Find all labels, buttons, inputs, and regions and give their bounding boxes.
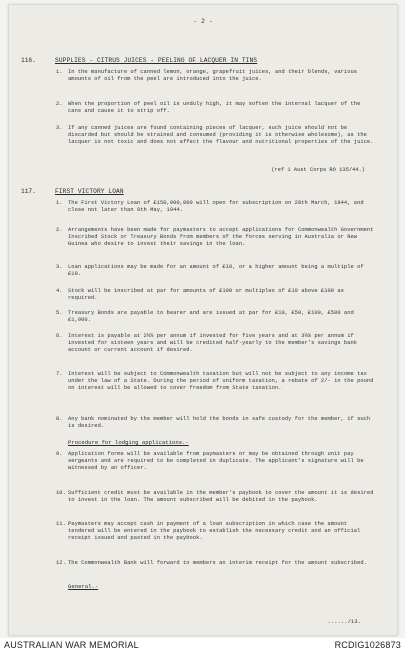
paragraph-117-9 (56, 451, 374, 472)
paragraph-text: In the manufacture of canned lemon, orange, grapefruit juices, and their blends, various amounts of oil from the peel are introduced into the juice. (68, 69, 358, 82)
paragraph-text: Arrangements have been made for paymasters to accept applications for Commonwealth Government Inscribed Stock or Treasury Bonds from members of the forces serving in Australia or New Guinea who desire to invest their savings in the loan. (68, 227, 374, 247)
reference-note: (ref 1 Aust Corps RO 135/44.) (271, 167, 365, 173)
paragraph-text: Any bank nominated by the member will hold the bonds in safe custody for the member, if such is desired. (68, 416, 371, 429)
paragraph-number: 2. (56, 101, 63, 107)
paragraph-116-1 (56, 69, 374, 83)
paragraph-text: Sufficient credit must be available in the member's paybook to cover the amount it is desired to invest in the loan. The amount subscribed will be debited in the paybook. (68, 490, 374, 503)
paragraph-117-8 (56, 416, 374, 430)
paragraph-number: 11. (56, 521, 66, 527)
paragraph-117-11 (56, 521, 374, 542)
paragraph-number: 12. (56, 560, 66, 566)
section-number: 117. (21, 188, 36, 195)
paragraph-text: Loan applications may be made for an amount of £10, or a higher amount being a multiple of £10. (68, 264, 364, 277)
paragraph-number: 1. (56, 200, 63, 206)
paragraph-text: Paymasters may accept cash in payment of a loan subscription in which case the amount tendered will be entered in the paybook to establish the necessary credit and an official receipt issued and pasted in the paybook. (68, 521, 361, 541)
archive-caption-bar (0, 638, 405, 653)
paragraph-number: 3. (56, 264, 63, 270)
paragraph-text: Interest will be subject to Commonwealth taxation but will not be subject to any income tax under the law of a State. During the period of uniform taxation, a rebate of 2/- in the pound on interest will be allowed to cover freedom from State taxation. (68, 371, 374, 391)
section-number: 116. (21, 57, 36, 64)
paragraph-117-3 (56, 264, 374, 278)
paragraph-number: 2. (56, 227, 63, 233)
paragraph-text: Stock will be inscribed at par for amounts of £100 or multiples of £10 above £100 as required. (68, 288, 344, 301)
paragraph-text: If any canned juices are found containing pieces of lacquer, such juice should not be discarded but should be strained and consumed (providing it is otherwise wholesome), as the lacquer is not toxic and does not affect the flavour and nutritional properties of the juice. (68, 125, 374, 145)
archive-name: AUSTRALIAN WAR MEMORIAL (4, 640, 139, 650)
paragraph-number: 10. (56, 490, 66, 496)
paragraph-117-5 (56, 310, 374, 324)
paragraph-text: When the proportion of peel oil is unduly high, it may soften the internal lacquer of the cans and cause it to strip off. (68, 101, 361, 114)
section-title: SUPPLIES - CITRUS JUICES - PEELING OF LACQUER IN TINS (55, 57, 258, 64)
archive-record-id: RCDIG1026873 (334, 640, 401, 650)
section-title: FIRST VICTORY LOAN (55, 188, 124, 195)
paragraph-number: 8. (56, 416, 63, 422)
paragraph-text: The First Victory Loan of £150,000,000 will open for subscription on 28th March, 1944, and close not later than 9th May, 1944. (68, 200, 364, 213)
paragraph-116-3 (56, 125, 374, 146)
paragraph-117-2 (56, 227, 374, 248)
paragraph-text: Application forms will be available from paymasters or may be obtained through unit pay sergeants and are required to be completed in duplicate. The applicant's signature will be witnessed by an officer. (68, 451, 364, 471)
paragraph-number: 9. (56, 451, 63, 457)
paragraph-number: 7. (56, 371, 63, 377)
paragraph-number: 6. (56, 333, 63, 339)
document-page (8, 4, 398, 636)
section-117-heading (21, 188, 124, 195)
section-116-heading (21, 57, 257, 64)
paragraph-117-4 (56, 288, 374, 302)
paragraph-117-7 (56, 371, 374, 392)
procedure-heading: Procedure for lodging applications.- (68, 439, 189, 446)
paragraph-117-10 (56, 490, 374, 504)
paragraph-number: 3. (56, 125, 63, 131)
paragraph-116-2 (56, 101, 374, 115)
paragraph-number: 5. (56, 310, 63, 316)
paragraph-text: Interest is payable at 2¼% per annum if invested for five years and at 3¼% per annum if invested for sixteen years and will be credited half-yearly to the member's savings bank account or current account if desired. (68, 333, 358, 353)
continuation-marker: ....../13. (327, 618, 361, 625)
page-number: - 2 - (193, 18, 213, 25)
paragraph-117-12 (56, 560, 374, 567)
paragraph-number: 1. (56, 69, 63, 75)
paragraph-117-6 (56, 333, 374, 354)
paragraph-text: The Commonwealth Bank will forward to members an interim receipt for the amount subscribed. (68, 560, 367, 566)
general-heading: General.- (68, 583, 99, 590)
paragraph-117-1 (56, 200, 374, 214)
paragraph-number: 4. (56, 288, 63, 294)
paragraph-text: Treasury Bonds are payable to bearer and are issued at par for £10, £50, £100, £500 and £1,000. (68, 310, 354, 323)
